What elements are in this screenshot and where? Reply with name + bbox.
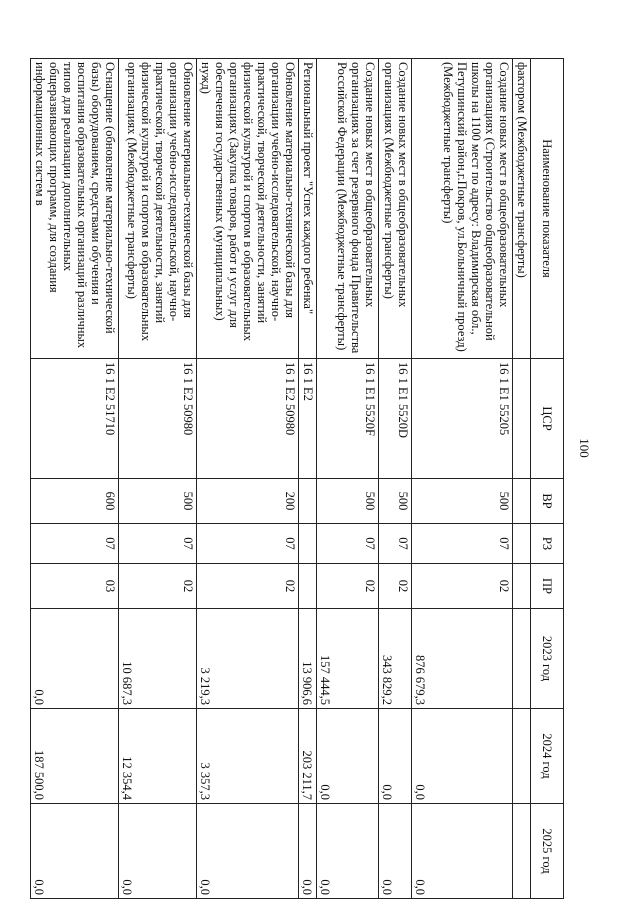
row-2025: 0,0 xyxy=(31,804,119,899)
column-header-name: Наименование показателя xyxy=(531,59,564,359)
row-vr xyxy=(299,479,317,524)
row-rz xyxy=(299,524,317,564)
table-header-row xyxy=(531,59,564,899)
row-csr: 16 1 E2 xyxy=(299,359,317,479)
row-rz: 07 xyxy=(119,524,197,564)
row-2025: 0,0 xyxy=(317,804,379,899)
row-name: Создание новых мест в общеобразовательных организациях (Межбюджетные трансферты) xyxy=(379,59,412,359)
row-2023: 343 829,2 xyxy=(379,609,412,709)
row-csr: 16 1 E2 50980 xyxy=(197,359,299,479)
row-csr xyxy=(513,359,531,479)
row-2024: 0,0 xyxy=(379,709,412,804)
row-pr xyxy=(513,564,531,609)
row-name: Оснащение (обновление материально-технической базы) оборудованием, средствами обучения и воспитания образовательных организаций различных типов для реализации дополнительных общеразвивающих программ, для создания информационных систем в xyxy=(31,59,119,359)
row-rz xyxy=(513,524,531,564)
row-pr: 02 xyxy=(119,564,197,609)
table-row xyxy=(513,59,531,899)
row-rz: 07 xyxy=(379,524,412,564)
row-2023: 10 687,3 xyxy=(119,609,197,709)
column-header-2024: 2024 год xyxy=(531,709,564,804)
column-header-pr: ПР xyxy=(531,564,564,609)
row-2023: 0,0 xyxy=(31,609,119,709)
row-vr: 500 xyxy=(379,479,412,524)
column-header-2023: 2023 год xyxy=(531,609,564,709)
column-header-2025: 2025 год xyxy=(531,804,564,899)
row-rz: 07 xyxy=(412,524,513,564)
row-2024: 187 500,0 xyxy=(31,709,119,804)
row-2023: 13 906,6 xyxy=(299,609,317,709)
row-2025: 0,0 xyxy=(412,804,513,899)
row-2025: 0,0 xyxy=(379,804,412,899)
row-csr: 16 1 E1 5520F xyxy=(317,359,379,479)
row-pr: 02 xyxy=(412,564,513,609)
row-rz: 07 xyxy=(31,524,119,564)
row-rz: 07 xyxy=(317,524,379,564)
row-vr: 500 xyxy=(119,479,197,524)
row-pr: 02 xyxy=(317,564,379,609)
table-row xyxy=(119,59,197,899)
row-name: Региональный проект "Успех каждого ребенка" xyxy=(299,59,317,359)
row-2024 xyxy=(513,709,531,804)
table-row xyxy=(379,59,412,899)
row-2024: 3 357,3 xyxy=(197,709,299,804)
row-name: Создание новых мест в общеобразовательных организациях за счет резервного фонда Правительства Российской Федерации (Межбюджетные трансферты) xyxy=(317,59,379,359)
row-csr: 16 1 E1 55205 xyxy=(412,359,513,479)
row-csr: 16 1 E2 51710 xyxy=(31,359,119,479)
row-2025: 0,0 xyxy=(197,804,299,899)
row-2023 xyxy=(513,609,531,709)
row-2024: 203 211,7 xyxy=(299,709,317,804)
table-row xyxy=(299,59,317,899)
row-2023: 876 679,3 xyxy=(412,609,513,709)
budget-table xyxy=(30,58,564,899)
row-2025: 0,0 xyxy=(299,804,317,899)
row-2024: 0,0 xyxy=(412,709,513,804)
row-2025: 0,0 xyxy=(119,804,197,899)
row-2025 xyxy=(513,804,531,899)
row-vr: 600 xyxy=(31,479,119,524)
row-name: Обновление материально-технической базы для организации учебно-исследовательской, научно-практической, творческой деятельности, занятий физической культурой и спортом в образовательных организациях (Межбюджетные трансферты) xyxy=(119,59,197,359)
table-row xyxy=(412,59,513,899)
row-pr: 03 xyxy=(31,564,119,609)
row-vr: 200 xyxy=(197,479,299,524)
row-vr xyxy=(513,479,531,524)
table-row xyxy=(197,59,299,899)
row-rz: 07 xyxy=(197,524,299,564)
column-header-rz: РЗ xyxy=(531,524,564,564)
row-pr xyxy=(299,564,317,609)
table-row xyxy=(317,59,379,899)
row-2024: 12 354,4 xyxy=(119,709,197,804)
row-2024: 0,0 xyxy=(317,709,379,804)
row-vr: 500 xyxy=(317,479,379,524)
page-number: 100 xyxy=(577,438,592,458)
row-csr: 16 1 E2 50980 xyxy=(119,359,197,479)
row-vr: 500 xyxy=(412,479,513,524)
row-2023: 157 444,5 xyxy=(317,609,379,709)
table-row xyxy=(31,59,119,899)
column-header-vr: ВР xyxy=(531,479,564,524)
row-pr: 02 xyxy=(379,564,412,609)
row-name: Создание новых мест в общеобразовательных организациях (Строительство общеобразовательной школы на 1100 мест по адресу: Владимирская обл., Петушинский район,г.Покров, ул.Больничный проезд) (Межбюджетные трансферты) xyxy=(412,59,513,359)
column-header-csr: ЦСР xyxy=(531,359,564,479)
row-pr: 02 xyxy=(197,564,299,609)
row-name: фактором (Межбюджетные трансферты) xyxy=(513,59,531,359)
budget-table-container xyxy=(32,58,564,898)
row-csr: 16 1 E1 5520D xyxy=(379,359,412,479)
row-name: Обновление материально-технической базы для организации учебно-исследовательской, научно-практической, творческой деятельности, занятий физической культурой и спортом в образовательных организациях (Закупка товаров, работ и услуг для обеспечения государственных (муниципальных) нужд) xyxy=(197,59,299,359)
row-2023: 3 219,3 xyxy=(197,609,299,709)
